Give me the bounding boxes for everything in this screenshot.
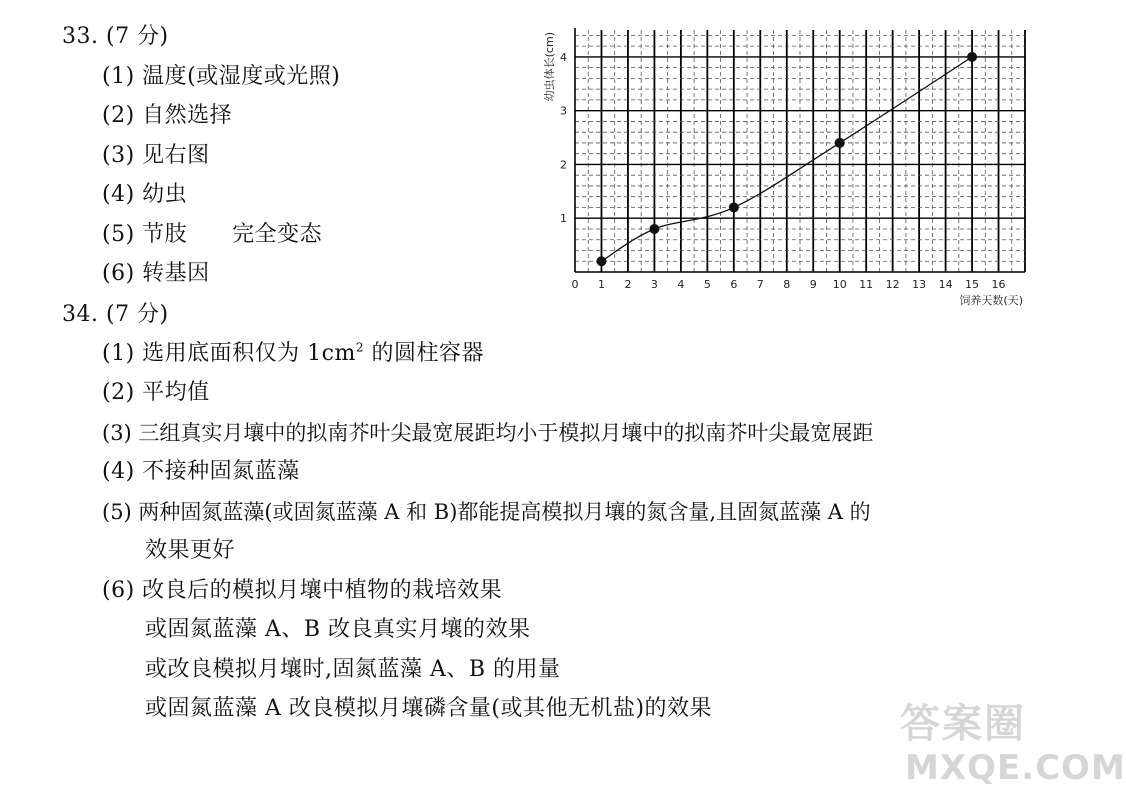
q34-item-6-alt-2: 或改良模拟月壤时,固氮蓝藻 A、B 的用量 — [145, 657, 561, 682]
x-tick-label: 13 — [912, 278, 927, 291]
x-tick-label: 3 — [650, 278, 658, 291]
q34-item-4: (4) 不接种固氮蓝藻 — [102, 459, 300, 484]
q34-item-6-alt-3: 或固氮蓝藻 A 改良模拟月壤磷含量(或其他无机盐)的效果 — [145, 696, 713, 721]
q34-item-1-text: (1) 选用底面积仅为 1cm — [102, 341, 356, 366]
x-tick-label: 0 — [571, 278, 579, 291]
y-tick-label: 1 — [560, 212, 567, 226]
y-tick-label: 4 — [560, 50, 567, 64]
x-tick-label: 15 — [965, 278, 980, 291]
y-tick-label: 2 — [560, 158, 567, 172]
q33-item-5: (5) 节肢 完全变态 — [102, 222, 323, 247]
x-tick-label: 12 — [885, 278, 900, 291]
q34-item-1-text-end: 的圆柱容器 — [363, 341, 484, 366]
x-tick-label: 2 — [624, 278, 632, 291]
q33-heading: 33. (7 分) — [62, 24, 169, 49]
q34-item-6: (6) 改良后的模拟月壤中植物的栽培效果 — [102, 578, 503, 603]
q34-item-2: (2) 平均值 — [102, 380, 210, 405]
chart-labels — [542, 32, 1023, 307]
x-tick-label: 8 — [783, 278, 791, 291]
x-tick-label: 4 — [677, 278, 685, 291]
x-tick-label: 5 — [703, 278, 711, 291]
q33-item-4: (4) 幼虫 — [102, 182, 188, 207]
data-point — [835, 138, 845, 148]
x-tick-label: 16 — [991, 278, 1006, 291]
x-tick-label: 1 — [597, 278, 605, 291]
y-tick-label: 3 — [560, 104, 567, 118]
q34-item-5-continued: 效果更好 — [145, 538, 236, 563]
data-point — [729, 202, 739, 212]
q34-item-1 — [102, 339, 484, 369]
data-point — [967, 52, 977, 62]
q33-item-2: (2) 自然选择 — [102, 103, 233, 128]
q34-item-6-alt-1: 或固氮蓝藻 A、B 改良真实月壤的效果 — [145, 617, 531, 642]
watermark-url: MXQE.COM — [905, 748, 1126, 788]
q34-item-1-superscript: 2 — [355, 340, 364, 355]
q34-heading: 34. (7 分) — [62, 302, 169, 327]
x-tick-label: 11 — [859, 278, 874, 291]
q34-item-5: (5) 两种固氮蓝藻(或固氮蓝藻 A 和 B)都能提高模拟月壤的氮含量,且固氮蓝藻 A 的 — [102, 500, 871, 524]
x-tick-label: 7 — [756, 278, 764, 291]
q33-item-3: (3) 见右图 — [102, 143, 210, 168]
q33-item-6: (6) 转基因 — [102, 261, 210, 286]
q34-item-3: (3) 三组真实月壤中的拟南芥叶尖最宽展距均小于模拟月壤中的拟南芥叶尖最宽展距 — [102, 421, 874, 445]
x-tick-label: 9 — [809, 278, 817, 291]
q33-item-1: (1) 温度(或湿度或光照) — [102, 64, 341, 89]
watermark-logo-text: 答案圈 — [900, 701, 1026, 747]
y-axis-label: 幼虫体长(cm) — [543, 32, 556, 102]
x-axis-label: 饲养天数(天) — [959, 294, 1023, 307]
data-point — [649, 224, 659, 234]
x-tick-label: 6 — [730, 278, 738, 291]
x-tick-label: 14 — [938, 278, 953, 291]
larva-growth-chart — [530, 20, 1050, 320]
data-point — [596, 256, 606, 266]
x-tick-label: 10 — [832, 278, 847, 291]
